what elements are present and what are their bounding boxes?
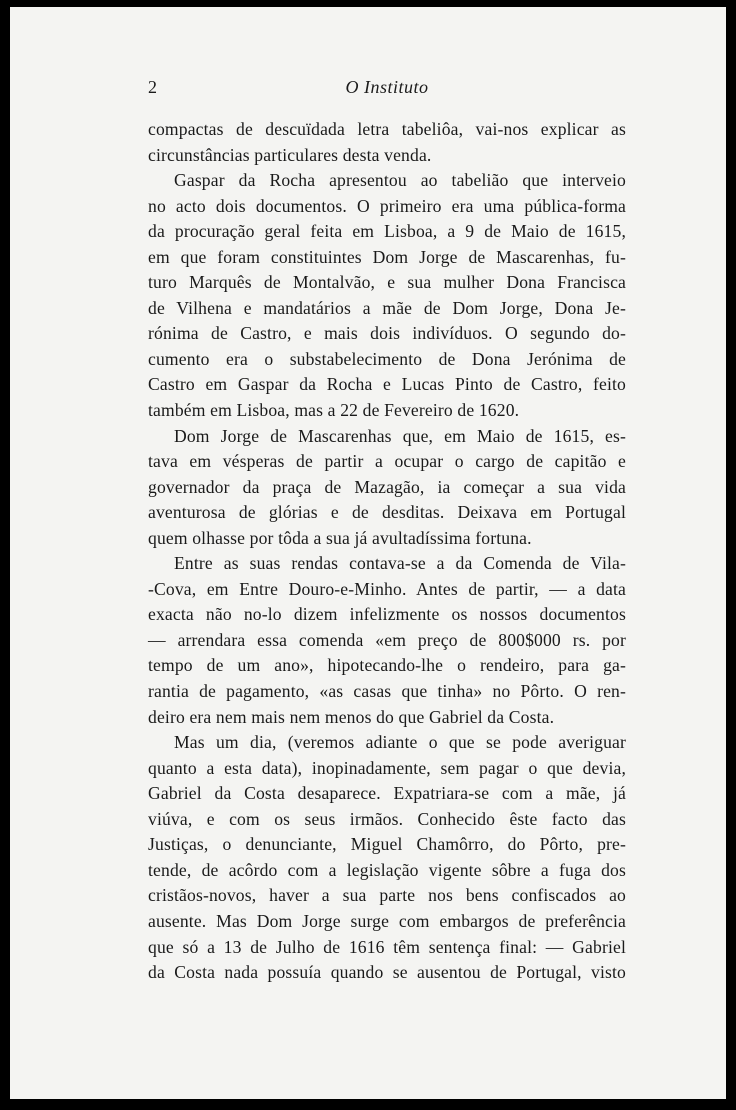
- text-line: da procuração geral feita em Lisboa, a 9 de Maio de 1615,: [148, 221, 626, 242]
- text-line: — arrendara essa comenda «em preço de 800$000 rs. por: [148, 629, 626, 650]
- text-line: Mas um dia, (veremos adiante o que se pode averiguar: [174, 732, 626, 753]
- paragraph: [148, 117, 626, 168]
- text-line: Gaspar da Rocha apresentou ao tabelião que interveio: [174, 170, 626, 191]
- text-line: da Costa nada possuía quando se ausentou de Portugal, visto: [148, 962, 626, 983]
- text-line: também em Lisboa, mas a 22 de Fevereiro de 1620.: [148, 400, 520, 421]
- text-line: cristãos-novos, haver a sua parte nos bens confiscados ao: [148, 885, 626, 906]
- paragraph: [148, 730, 626, 985]
- text-line: tava em vésperas de partir a ocupar o cargo de capitão e: [148, 451, 626, 472]
- text-line: Gabriel da Costa desaparece. Expatriara-se com a mãe, já: [148, 783, 626, 804]
- text-line: quem olhasse por tôda a sua já avultadíssima fortuna.: [148, 527, 532, 548]
- text-line: tende, de acôrdo com a legislação vigente sôbre a fuga dos: [148, 859, 626, 880]
- text-line: Dom Jorge de Mascarenhas que, em Maio de 1615, es-: [174, 425, 626, 446]
- body-text: [148, 117, 626, 986]
- text-line: cumento era o substabelecimento de Dona Jerónima de: [148, 348, 626, 369]
- text-line: exacta não no-lo dizem infelizmente os nossos documentos: [148, 604, 626, 625]
- text-line: de Vilhena e mandatários a mãe de Dom Jorge, Dona Je-: [148, 297, 626, 318]
- text-line: tempo de um ano», hipotecando-lhe o rendeiro, para ga-: [148, 655, 626, 676]
- text-line: rantia de pagamento, «as casas que tinha» no Pôrto. O ren-: [148, 681, 626, 702]
- text-line: -Cova, em Entre Douro-e-Minho. Antes de partir, — a data: [148, 578, 626, 599]
- text-line: quanto a esta data), inopinadamente, sem pagar o que devia,: [148, 757, 626, 778]
- text-line: Entre as suas rendas contava-se a da Comenda de Vila-: [174, 553, 626, 574]
- text-line: circunstâncias particulares desta venda.: [148, 144, 432, 165]
- text-line: Castro em Gaspar da Rocha e Lucas Pinto de Castro, feito: [148, 374, 626, 395]
- text-line: Justiças, o denunciante, Miguel Chamôrro, do Pôrto, pre-: [148, 834, 626, 855]
- paragraph: [148, 168, 626, 423]
- paragraph: [148, 551, 626, 730]
- text-line: rónima de Castro, e mais dois indivíduos. O segundo do-: [148, 323, 626, 344]
- text-line: que só a 13 de Julho de 1616 têm sentença final: — Gabriel: [148, 936, 626, 957]
- paragraph: [148, 424, 626, 552]
- text-line: deiro era nem mais nem menos do que Gabriel da Costa.: [148, 706, 555, 727]
- text-line: governador da praça de Mazagão, ia começar a sua vida: [148, 476, 626, 497]
- text-line: aventurosa de glórias e de desditas. Deixava em Portugal: [148, 502, 626, 523]
- page-number: 2: [148, 77, 157, 97]
- text-line: compactas de descuïdada letra tabeliôa, vai-nos explicar as: [148, 119, 626, 139]
- running-title: O Instituto: [345, 77, 429, 97]
- text-line: ausente. Mas Dom Jorge surge com embargos de preferência: [148, 910, 626, 931]
- page-header: [148, 77, 626, 101]
- text-line: no acto dois documentos. O primeiro era uma pública-forma: [148, 195, 626, 216]
- document-page: [10, 7, 726, 1099]
- text-line: em que foram constituintes Dom Jorge de Mascarenhas, fu-: [148, 246, 626, 267]
- text-line: turo Marquês de Montalvão, e sua mulher Dona Francisca: [148, 272, 626, 293]
- text-line: viúva, e com os seus irmãos. Conhecido êste facto das: [148, 808, 626, 829]
